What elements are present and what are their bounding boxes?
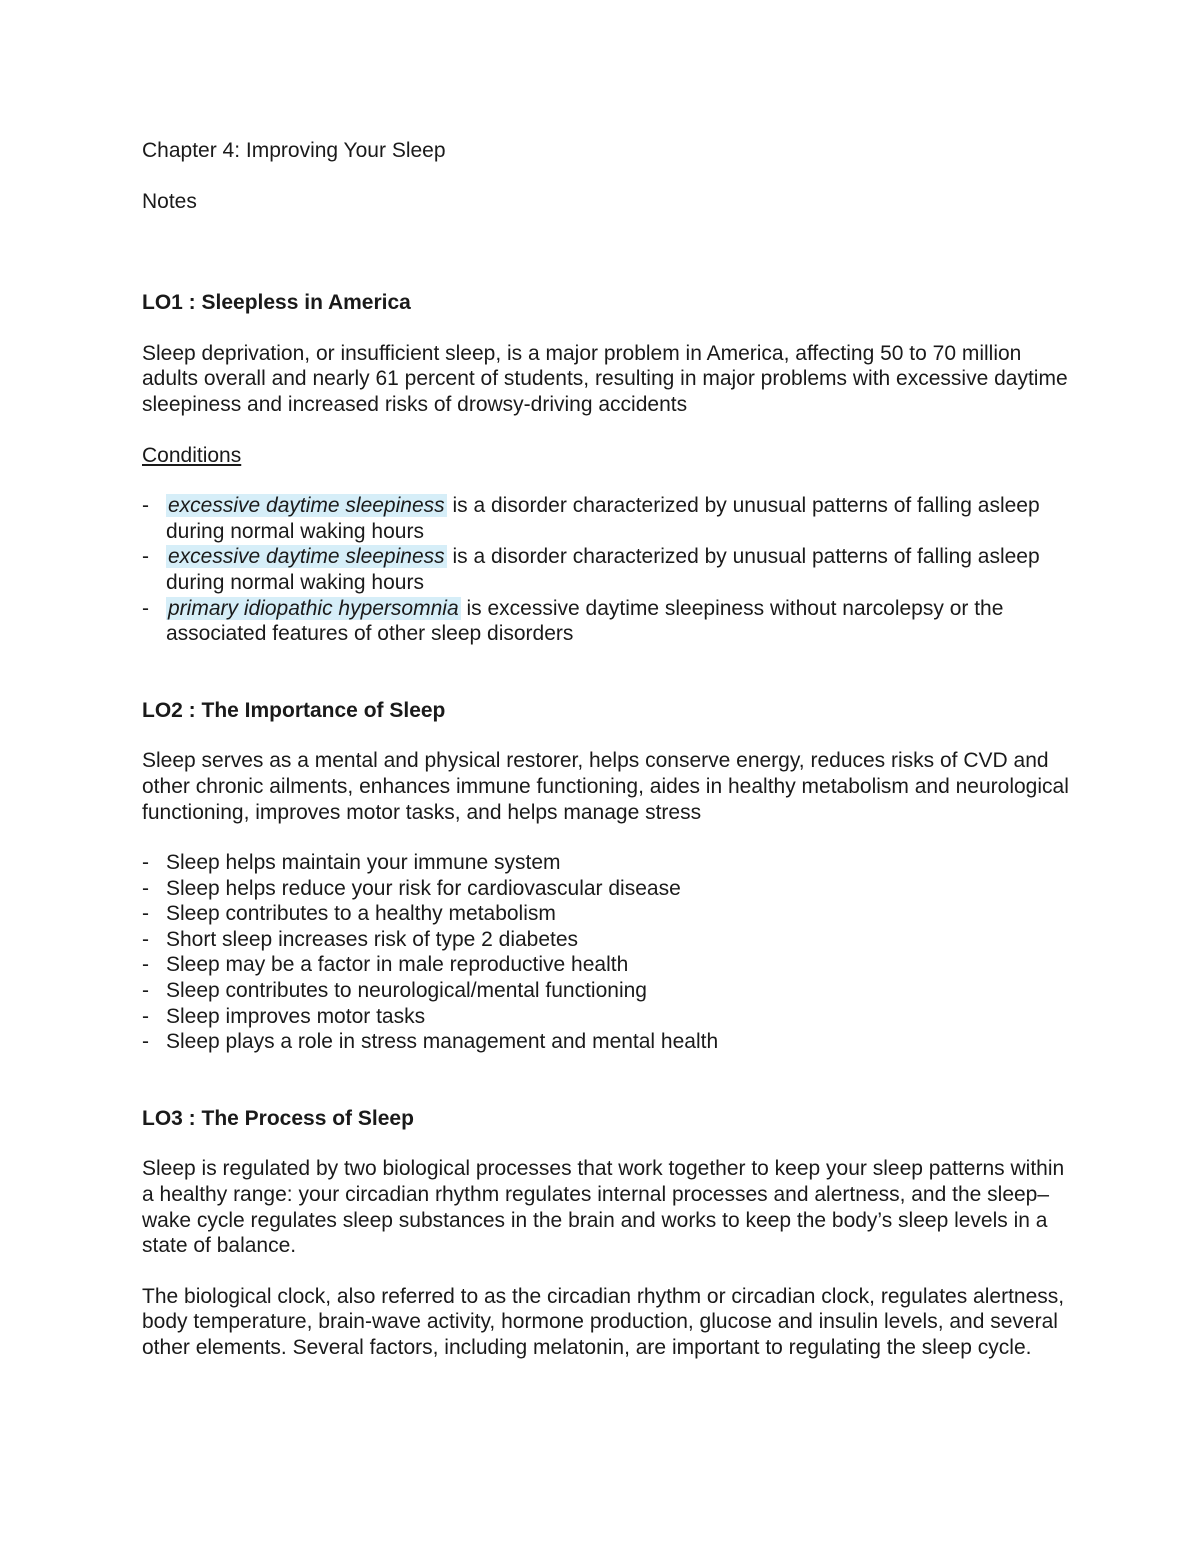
list-item (142, 1029, 1072, 1055)
condition-item (142, 544, 1072, 595)
bullet-dash: - (142, 851, 149, 875)
condition-definition: is excessive daytime sleepiness without narcolepsy or the associated features of other sleep disorders (166, 596, 1004, 646)
lo1-paragraph: Sleep deprivation, or insufficient sleep, is a major problem in America, affecting 50 to 70 million adults overall and nearly 61 percent of students, resulting in major problems with excessive daytime sleepiness and increased risks of drowsy-driving accidents (142, 341, 1068, 416)
bullet-dash: - (142, 876, 149, 900)
list-item-text: Sleep may be a factor in male reproductive health (166, 953, 629, 977)
condition-definition: is a disorder characterized by unusual patterns of falling asleep during normal waking hours (166, 545, 1040, 594)
condition-item (142, 596, 1072, 647)
bullet-dash: - (142, 1030, 149, 1054)
document-page (142, 138, 1072, 1361)
notes-label: Notes (142, 189, 197, 213)
list-item-text: Sleep contributes to a healthy metabolism (166, 902, 556, 926)
condition-item (142, 493, 1072, 544)
bullet-dash: - (142, 1004, 149, 1028)
list-item (142, 850, 1072, 876)
list-item-text: Short sleep increases risk of type 2 diabetes (166, 927, 579, 951)
list-item-text: Sleep improves motor tasks (166, 1004, 426, 1028)
lo2-paragraph: Sleep serves as a mental and physical restorer, helps conserve energy, reduces risks of CVD and other chronic ailments, enhances immune functioning, aides in healthy metabolism and neurological functioning, improves motor tasks, and helps manage stress (142, 749, 1069, 824)
condition-definition: is a disorder characterized by unusual patterns of falling asleep during normal waking hours (166, 494, 1040, 543)
list-item (142, 901, 1072, 927)
lo2-heading: LO2 : The Importance of Sleep (142, 698, 446, 722)
lo3-paragraph-2: The biological clock, also referred to as the circadian rhythm or circadian clock, regulates alertness, body temperature, brain-wave activity, hormone production, glucose and insulin levels, and several other elements. Several factors, including melatonin, are important to regulating the sleep cycle. (142, 1284, 1065, 1359)
list-item (142, 978, 1072, 1004)
bullet-dash: - (142, 494, 149, 518)
lo3-heading: LO3 : The Process of Sleep (142, 1106, 414, 1130)
list-item-text: Sleep helps maintain your immune system (166, 851, 561, 875)
bullet-dash: - (142, 596, 149, 620)
bullet-dash: - (142, 927, 149, 951)
chapter-title: Chapter 4: Improving Your Sleep (142, 139, 446, 162)
bullet-dash: - (142, 979, 149, 1003)
condition-term: excessive daytime sleepiness (168, 494, 445, 518)
list-item-text: Sleep helps reduce your risk for cardiovascular disease (166, 876, 681, 900)
list-item (142, 876, 1072, 902)
lo3-paragraph-1: Sleep is regulated by two biological processes that work together to keep your sleep patterns within a healthy range: your circadian rhythm regulates internal processes and alertness, and the sleep–wake cycle regulates sleep substances in the brain and works to keep the body’s sleep levels in a state of balance. (142, 1157, 1065, 1258)
list-item (142, 927, 1072, 953)
list-item (142, 1004, 1072, 1030)
list-item-text: Sleep contributes to neurological/mental functioning (166, 979, 647, 1003)
importance-list (142, 850, 1072, 1055)
bullet-dash: - (142, 953, 149, 977)
bullet-dash: - (142, 545, 149, 569)
condition-term: primary idiopathic hypersomnia (168, 596, 459, 620)
lo1-heading: LO1 : Sleepless in America (142, 291, 411, 315)
bullet-dash: - (142, 902, 149, 926)
list-item (142, 952, 1072, 978)
list-item-text: Sleep plays a role in stress management and mental health (166, 1030, 719, 1054)
conditions-subheading: Conditions (142, 443, 242, 467)
condition-term: excessive daytime sleepiness (168, 545, 445, 569)
conditions-list (142, 493, 1072, 647)
